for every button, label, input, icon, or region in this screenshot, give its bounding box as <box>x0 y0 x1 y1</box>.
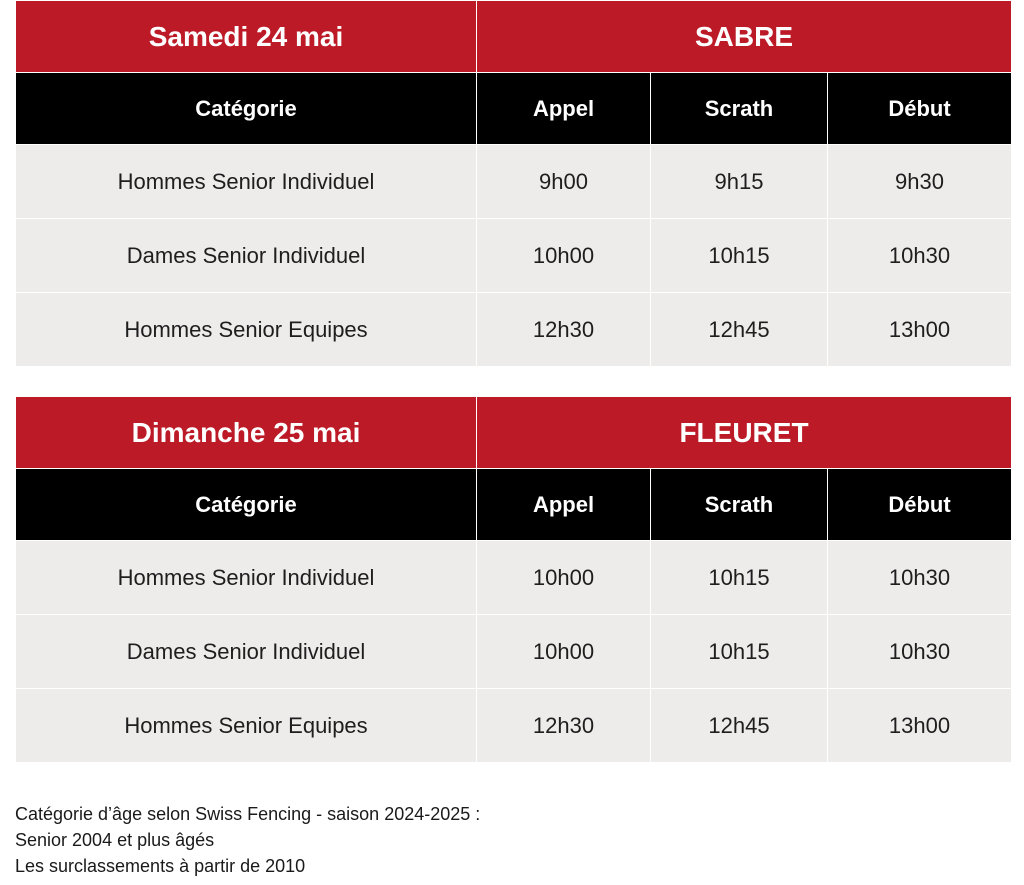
debut-time-cell: 10h30 <box>828 219 1012 293</box>
debut-time-cell: 13h00 <box>828 689 1012 763</box>
category-cell: Hommes Senior Equipes <box>16 293 477 367</box>
footnote-line: Senior 2004 et plus âgés <box>15 830 215 850</box>
table-row <box>16 689 1012 763</box>
column-header-category: Catégorie <box>16 469 477 541</box>
table-title-row <box>16 397 1012 469</box>
schedule-table-saturday <box>15 0 1012 367</box>
debut-time-cell: 10h30 <box>828 541 1012 615</box>
appel-time-cell: 12h30 <box>477 689 651 763</box>
scratch-time-cell: 10h15 <box>651 541 828 615</box>
age-category-footnote <box>15 801 480 879</box>
category-cell: Hommes Senior Individuel <box>16 541 477 615</box>
column-header-debut: Début <box>828 73 1012 145</box>
table-row <box>16 293 1012 367</box>
category-cell: Dames Senior Individuel <box>16 615 477 689</box>
table-row <box>16 541 1012 615</box>
scratch-time-cell: 12h45 <box>651 689 828 763</box>
debut-time-cell: 13h00 <box>828 293 1012 367</box>
table-title-row <box>16 1 1012 73</box>
day-title: Samedi 24 mai <box>16 1 477 73</box>
debut-time-cell: 10h30 <box>828 615 1012 689</box>
category-cell: Hommes Senior Equipes <box>16 689 477 763</box>
scratch-time-cell: 10h15 <box>651 615 828 689</box>
category-cell: Dames Senior Individuel <box>16 219 477 293</box>
footnote-line: Les surclassements à partir de 2010 <box>15 856 306 876</box>
appel-time-cell: 12h30 <box>477 293 651 367</box>
table-row <box>16 219 1012 293</box>
scratch-time-cell: 12h45 <box>651 293 828 367</box>
column-header-category: Catégorie <box>16 73 477 145</box>
column-header-row <box>16 73 1012 145</box>
table-row <box>16 615 1012 689</box>
column-header-appel: Appel <box>477 469 651 541</box>
category-cell: Hommes Senior Individuel <box>16 145 477 219</box>
scratch-time-cell: 9h15 <box>651 145 828 219</box>
appel-time-cell: 10h00 <box>477 541 651 615</box>
footnote-line: Catégorie d’âge selon Swiss Fencing - saison 2024-2025 : <box>15 804 481 824</box>
appel-time-cell: 9h00 <box>477 145 651 219</box>
schedule-table-sunday <box>15 396 1012 763</box>
scratch-time-cell: 10h15 <box>651 219 828 293</box>
column-header-scratch: Scrath <box>651 73 828 145</box>
table-row <box>16 145 1012 219</box>
weapon-title: FLEURET <box>477 397 1012 469</box>
column-header-debut: Début <box>828 469 1012 541</box>
column-header-row <box>16 469 1012 541</box>
column-header-scratch: Scrath <box>651 469 828 541</box>
day-title: Dimanche 25 mai <box>16 397 477 469</box>
column-header-appel: Appel <box>477 73 651 145</box>
appel-time-cell: 10h00 <box>477 219 651 293</box>
debut-time-cell: 9h30 <box>828 145 1012 219</box>
weapon-title: SABRE <box>477 1 1012 73</box>
appel-time-cell: 10h00 <box>477 615 651 689</box>
